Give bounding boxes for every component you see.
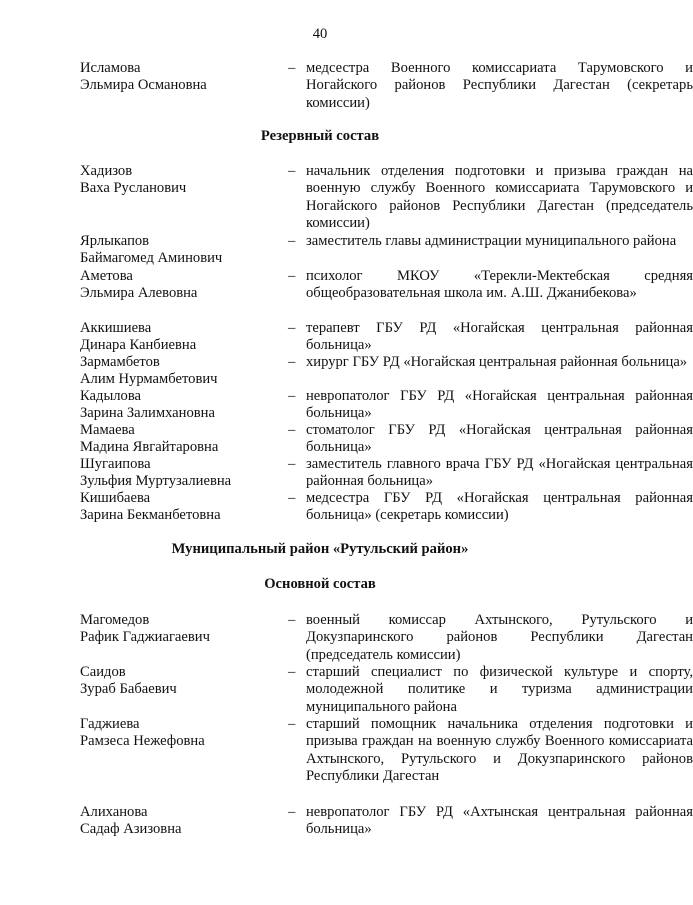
member-role: заместитель главы администрации муниципального района — [306, 233, 677, 249]
dash-separator: – — [288, 354, 296, 370]
member-name — [80, 320, 280, 355]
member-surname: Шугаипова — [80, 456, 151, 472]
member-name — [80, 716, 280, 751]
dash-separator: – — [288, 60, 296, 76]
dash-separator: – — [288, 804, 296, 820]
dash-separator: – — [288, 490, 296, 506]
member-surname: Хадизов — [80, 163, 133, 179]
member-given-name: Зульфия Муртузалиевна — [80, 473, 232, 490]
member-name — [80, 490, 280, 525]
dash-separator: – — [288, 320, 296, 336]
member-role: терапевт ГБУ РД «Ногайская центральная районная больница» — [306, 320, 693, 354]
dash-separator: – — [288, 612, 296, 628]
dash-separator: – — [288, 664, 296, 680]
member-surname: Зармамбетов — [80, 354, 160, 370]
member-name — [80, 354, 280, 389]
member-given-name: Эльмира Алевовна — [80, 285, 198, 302]
member-given-name: Садаф Азизовна — [80, 821, 182, 838]
member-role: медсестра Военного комиссариата Тарумовского и Ногайского районов Республики Дагестан (секретарь комиссии) — [306, 60, 693, 111]
member-name — [80, 456, 280, 491]
member-given-name: Рафик Гаджиагаевич — [80, 629, 210, 646]
member-role: стоматолог ГБУ РД «Ногайская центральная районная больница» — [306, 422, 693, 456]
member-name — [80, 388, 280, 423]
member-surname: Аметова — [80, 268, 133, 284]
member-role: невропатолог ГБУ РД «Ногайская центральная районная больница» — [306, 388, 693, 422]
member-given-name: Зураб Бабаевич — [80, 681, 177, 698]
section-heading-reserve: Резервный состав — [260, 128, 380, 144]
member-name — [80, 233, 280, 268]
member-role: начальник отделения подготовки и призыва граждан на военную службу Военного комиссариата Тарумовского и Ногайского районов Республики Дагестан (председатель комиссии) — [306, 163, 693, 232]
member-surname: Кадылова — [80, 388, 142, 404]
member-given-name: Эльмира Османовна — [80, 77, 207, 94]
dash-separator: – — [288, 233, 296, 249]
member-role: невропатолог ГБУ РД «Ахтынская центральная районная больница» — [306, 804, 693, 838]
member-name — [80, 268, 280, 303]
dash-separator: – — [288, 388, 296, 404]
member-given-name: Зарина Залимхановна — [80, 405, 215, 422]
member-surname: Гаджиева — [80, 716, 140, 732]
member-given-name: Динара Канбиевна — [80, 337, 197, 354]
member-given-name: Зарина Бекманбетовна — [80, 507, 221, 524]
member-role: хирург ГБУ РД «Ногайская центральная районная больница» — [306, 354, 688, 370]
member-surname: Магомедов — [80, 612, 150, 628]
member-surname: Аккишиева — [80, 320, 152, 336]
member-given-name: Алим Нурмамбетович — [80, 371, 218, 388]
section-heading-main: Основной состав — [264, 576, 376, 592]
member-role: медсестра ГБУ РД «Ногайская центральная районная больница» (секретарь комиссии) — [306, 490, 693, 524]
member-given-name: Мадина Явгайтаровна — [80, 439, 219, 456]
member-name — [80, 60, 280, 95]
member-surname: Алиханова — [80, 804, 148, 820]
page-number: 40 — [312, 26, 328, 42]
dash-separator: – — [288, 716, 296, 732]
member-name — [80, 664, 280, 699]
member-role: психолог МКОУ «Терекли-Мектебская средняя общеобразовательная школа им. А.Ш. Джанибекова» — [306, 268, 693, 302]
member-name — [80, 422, 280, 457]
member-given-name: Рамзеса Нежефовна — [80, 733, 205, 750]
member-role: военный комиссар Ахтынского, Рутульского и Докузпаринского районов Республики Дагестан (председатель комиссии) — [306, 612, 693, 663]
member-surname: Исламова — [80, 60, 141, 76]
member-given-name: Ваха Русланович — [80, 180, 187, 197]
member-role: старший помощник начальника отделения подготовки и призыва граждан на военную службу Военного комиссариата Ахтынского, Рутульского и Докузпаринского районов Республики Дагестан — [306, 716, 693, 785]
member-name — [80, 163, 280, 198]
member-surname: Кишибаева — [80, 490, 151, 506]
dash-separator: – — [288, 422, 296, 438]
member-surname: Саидов — [80, 664, 126, 680]
member-given-name: Баймагомед Аминович — [80, 250, 223, 267]
member-name — [80, 804, 280, 839]
section-heading-municipality: Муниципальный район «Рутульский район» — [171, 541, 469, 557]
dash-separator: – — [288, 268, 296, 284]
member-name — [80, 612, 280, 647]
member-surname: Мамаева — [80, 422, 135, 438]
dash-separator: – — [288, 456, 296, 472]
member-role: заместитель главного врача ГБУ РД «Ногайская центральная районная больница» — [306, 456, 693, 490]
dash-separator: – — [288, 163, 296, 179]
member-surname: Ярлыкапов — [80, 233, 150, 249]
member-role: старший специалист по физической культуре и спорту, молодежной политике и туризма администрации муниципального района — [306, 664, 693, 715]
